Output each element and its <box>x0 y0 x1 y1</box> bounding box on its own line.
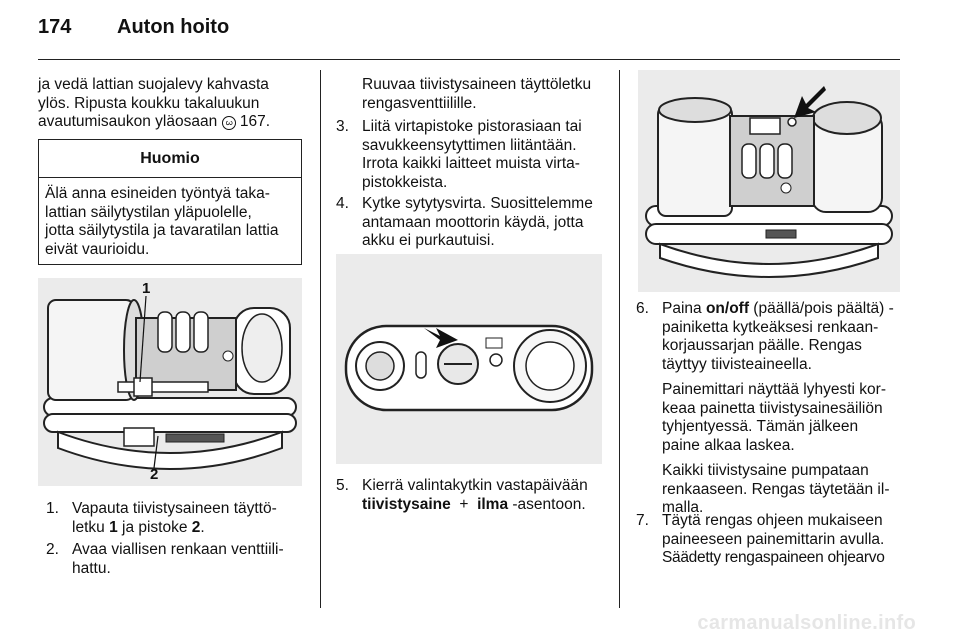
intro-line-3: avautumisaukon yläosaan <box>38 113 218 130</box>
step-5-air: ilma <box>477 495 509 513</box>
step-6-para3-line-2: renkaaseen. Rengas täytetään il- <box>662 480 890 498</box>
watermark: carmanualsonline.info <box>697 612 916 634</box>
step-6-line-4: täyttyy tiivisteaineella. <box>662 355 812 373</box>
step-6-para3-line-3: malla. <box>662 499 704 516</box>
step-1-ref-1: 1 <box>109 518 118 536</box>
step-4-number: 4. <box>336 195 349 212</box>
on-off-label: on/off <box>705 300 749 317</box>
caution-body <box>39 178 301 259</box>
step-2-continuation <box>362 76 612 113</box>
callout-1: 1 <box>142 280 151 297</box>
step-4 <box>336 195 616 253</box>
figure-compressor-onoff <box>638 70 900 292</box>
step-1-text-c: . <box>200 518 205 536</box>
step-2 <box>46 541 316 581</box>
step-2-line-1: Avaa viallisen renkaan venttiili- <box>72 541 284 558</box>
caution-title: Huomio <box>39 140 301 178</box>
figure-compressor-hose <box>38 278 302 486</box>
step-7-number: 7. <box>636 512 649 529</box>
step-6-para3-line-1: Kaikki tiivistysaine pumpataan <box>662 462 869 479</box>
step-6-para2-line-1: Painemittari näyttää lyhyesti kor- <box>662 381 886 398</box>
column-divider-right <box>619 70 620 608</box>
step-3-line-1: Liitä virtapistoke pistorasiaan tai <box>362 118 582 135</box>
step-1-text-a: letku <box>72 518 110 536</box>
step-3 <box>336 118 616 194</box>
step-7-line-3: Säädetty rengaspaineen ohjearvo <box>662 549 885 566</box>
step-5 <box>336 477 616 517</box>
compressor-illustration <box>38 278 302 486</box>
step-2-line-2: hattu. <box>72 559 111 577</box>
caution-line-3: jotta säilytystila ja tavaratilan lattia <box>45 222 279 239</box>
step-7 <box>636 512 916 572</box>
page-reference-link[interactable] <box>222 113 270 130</box>
intro-paragraph <box>38 76 308 132</box>
step-6-line-2: painiketta kytkeäksesi renkaan- <box>662 318 879 336</box>
figure-selector-switch <box>336 254 602 464</box>
step-4-line-1: Kytke sytytysvirta. Suosittelemme <box>362 195 593 212</box>
intro-line-1: ja vedä lattian suojalevy kahvasta <box>38 76 269 93</box>
step-4-line-3: akku ei purkautuisi. <box>362 232 495 249</box>
step-1-ref-2: 2 <box>191 518 201 536</box>
step-6-para2-line-3: tyhjentyessä. Tämän jälkeen <box>662 418 859 435</box>
header-rule <box>38 59 900 60</box>
step-5-sealant: tiivistysaine <box>362 495 451 513</box>
step-1 <box>46 500 316 540</box>
step-5-plus: + <box>459 495 469 513</box>
step-6-para2-line-2: keaa painetta tiivistysainesäiliön <box>662 399 883 417</box>
step-1-text-b: ja pistoke <box>117 518 192 536</box>
cont-line-2: rengasventtiilille. <box>362 94 477 112</box>
step-6-pre: Paina <box>662 300 706 317</box>
page-title: Auton hoito <box>117 16 230 38</box>
step-7-line-1: Täytä rengas ohjeen mukaiseen <box>662 512 883 529</box>
step-6-number: 6. <box>636 300 649 317</box>
step-3-number: 3. <box>336 118 349 135</box>
selector-illustration <box>336 254 602 464</box>
step-3-line-2: savukkeensytyttimen liitäntään. <box>362 136 577 154</box>
step-6-line1-post: (päällä/pois päältä) - <box>749 300 894 317</box>
step-3-line-4: pistokkeista. <box>362 173 448 191</box>
step-7-line-2: paineeseen painemittarin avulla. <box>662 530 885 548</box>
cont-line-1: Ruuvaa tiivistysaineen täyttöletku <box>362 76 592 93</box>
step-6-line-3: korjaussarjan päälle. Rengas <box>662 337 862 354</box>
step-6 <box>636 300 916 516</box>
step-1-line-1: Vapauta tiivistysaineen täyttö- <box>72 500 277 517</box>
page-ref-symbol: 3 <box>222 116 236 130</box>
caution-line-1: Älä anna esineiden työntyä taka- <box>45 185 270 202</box>
onoff-illustration <box>638 70 900 292</box>
step-1-number: 1. <box>46 500 59 517</box>
caution-box <box>38 139 302 265</box>
step-5-post: -asentoon. <box>512 495 586 513</box>
callout-2: 2 <box>150 466 159 483</box>
step-2-number: 2. <box>46 541 59 558</box>
page-number: 174 <box>38 16 72 38</box>
column-divider-left <box>320 70 321 608</box>
step-5-line-1: Kierrä valintakytkin vastapäivään <box>362 477 588 494</box>
step-6-para2-line-4: paine alkaa laskea. <box>662 436 795 454</box>
page-ref-number: 167. <box>239 113 271 130</box>
step-3-line-3: Irrota kaikki laitteet muista virta- <box>362 155 580 172</box>
step-5-number: 5. <box>336 477 349 494</box>
step-4-line-2: antamaan moottorin käydä, jotta <box>362 213 584 231</box>
caution-line-4: eivät vaurioidu. <box>45 240 150 258</box>
intro-line-2: ylös. Ripusta koukku takaluukun <box>38 94 260 112</box>
caution-line-2: lattian säilytystilan yläpuolelle, <box>45 203 252 221</box>
